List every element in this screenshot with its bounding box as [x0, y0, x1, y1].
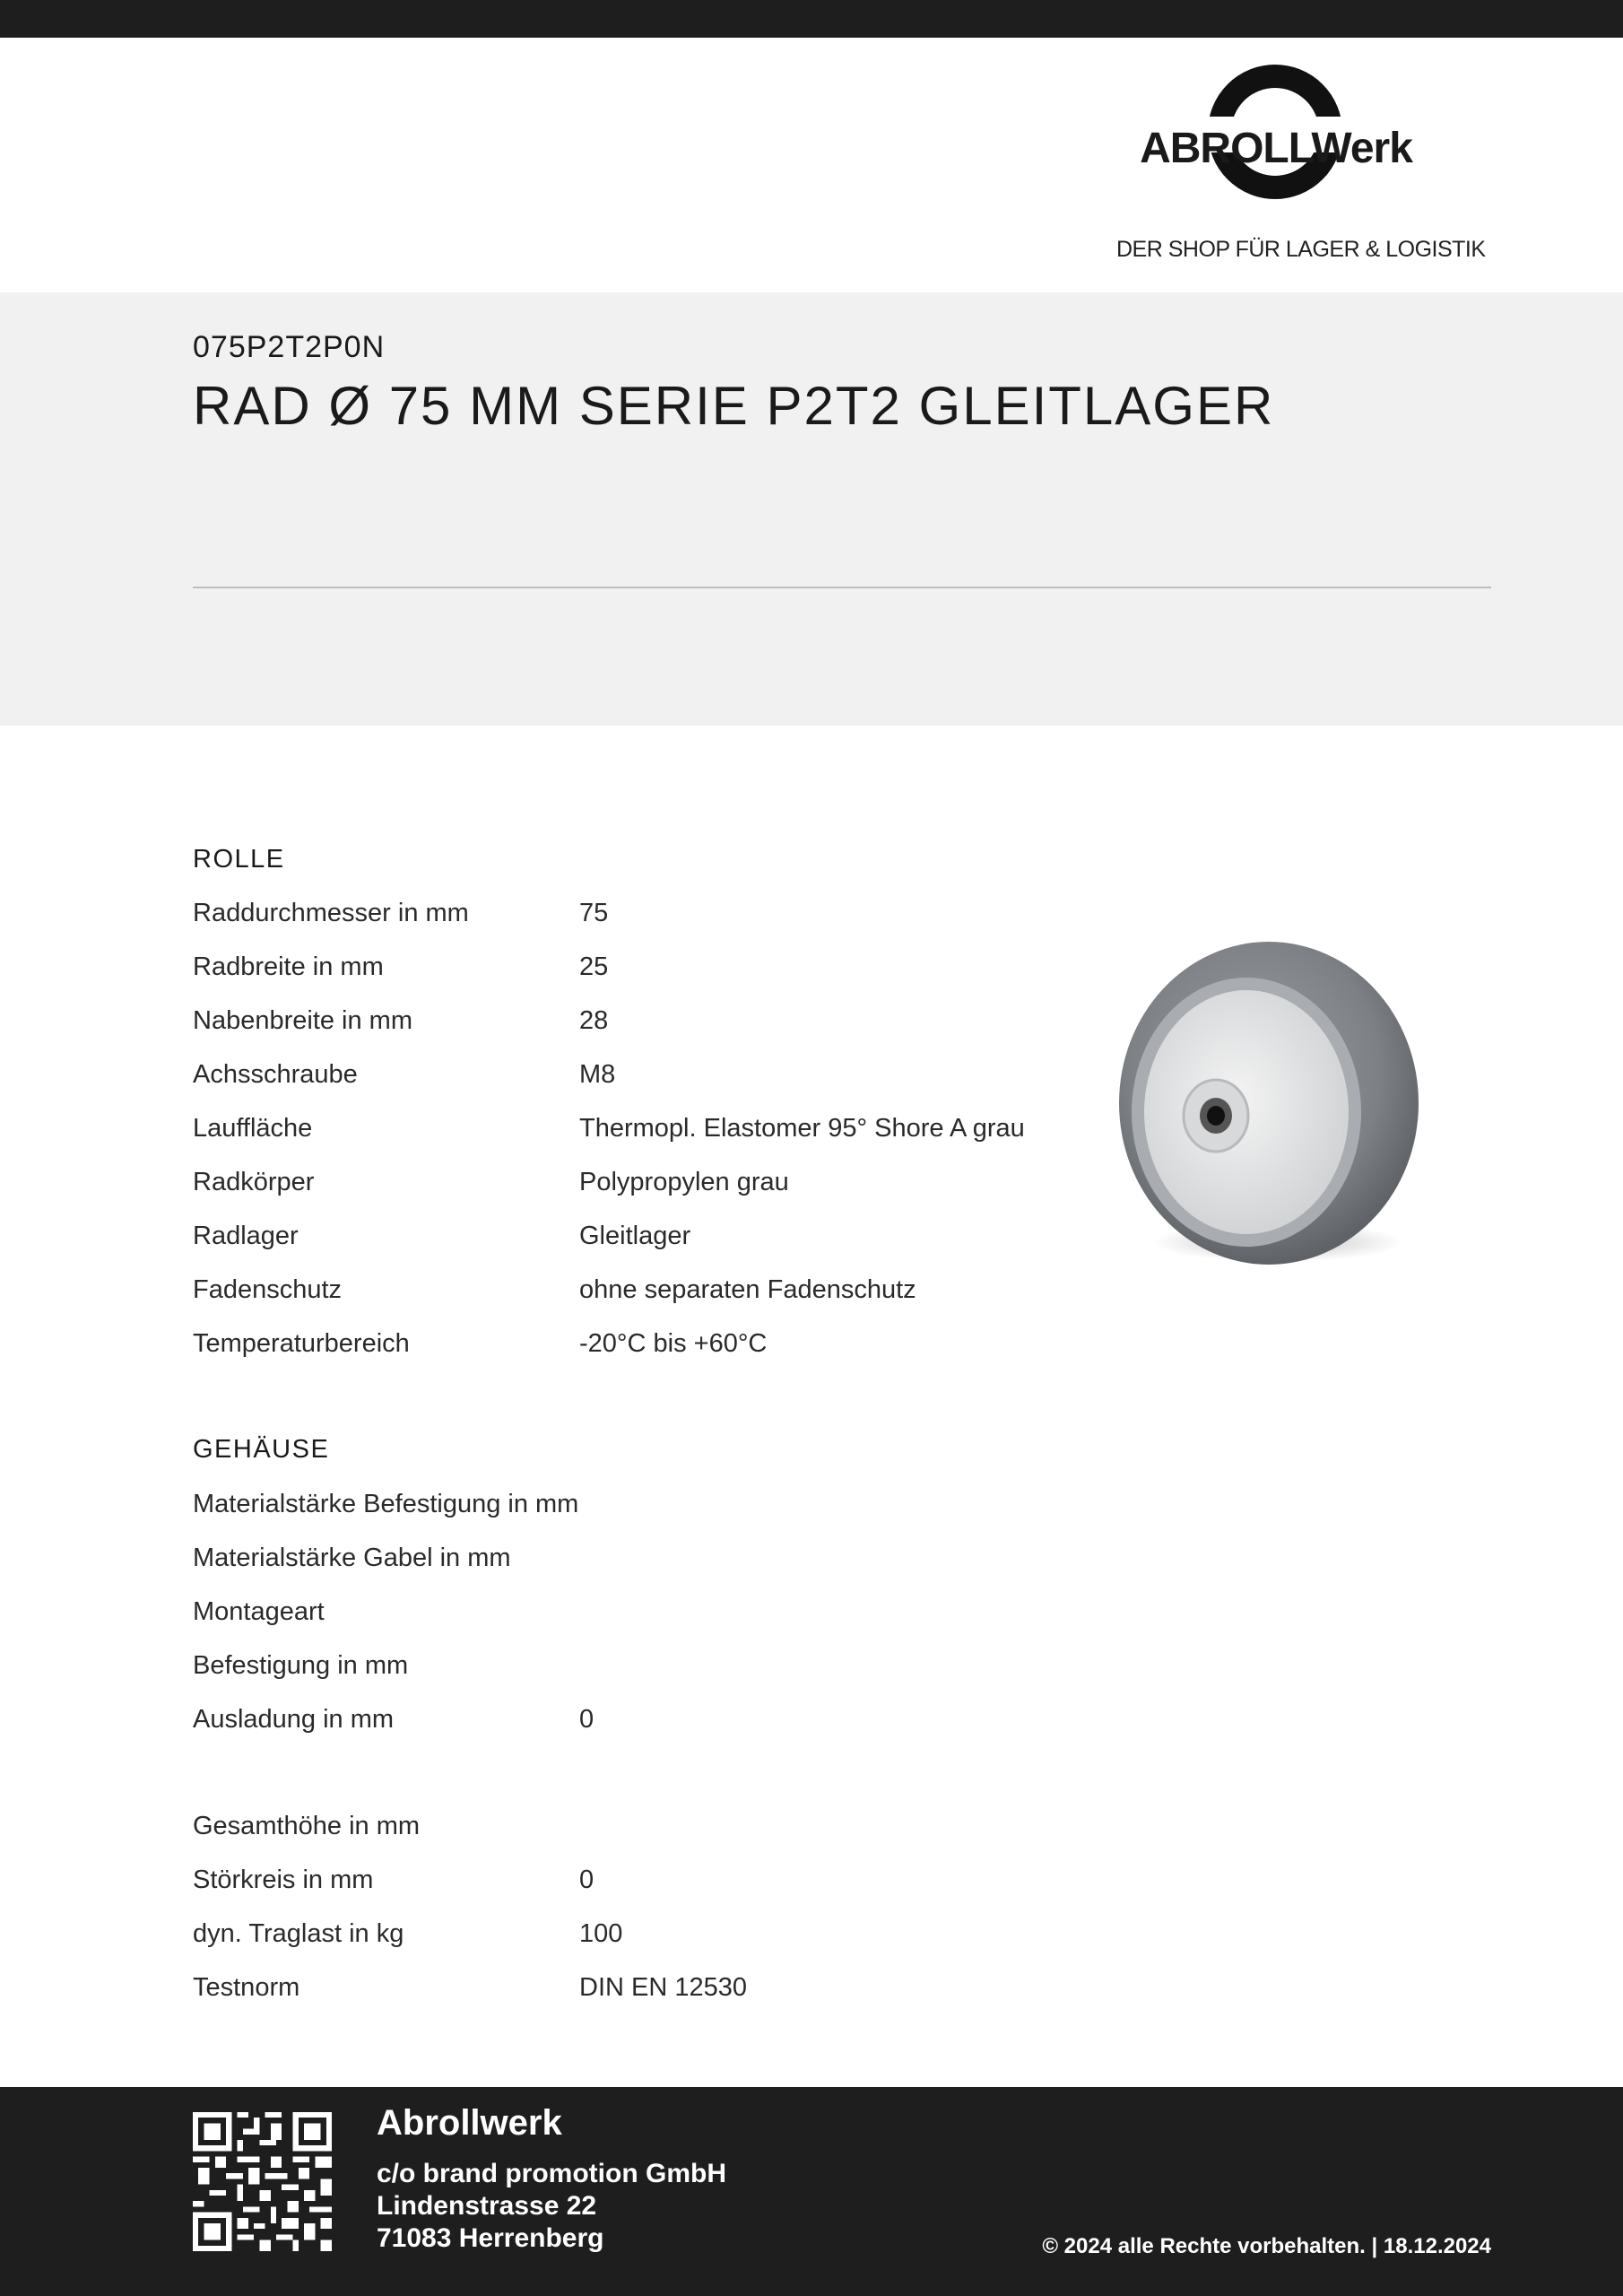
section-heading-gehaeuse: GEHÄUSE — [193, 1435, 330, 1464]
spec-value: 0 — [579, 1866, 595, 1894]
spec-label: Raddurchmesser in mm — [193, 899, 469, 927]
spec-value: DIN EN 12530 — [579, 1973, 747, 2002]
spec-value: 25 — [579, 952, 609, 981]
spec-label: Montageart — [193, 1597, 325, 1626]
spec-label: Lauffläche — [193, 1114, 313, 1143]
spec-label: Radbreite in mm — [193, 952, 384, 981]
spec-row — [193, 1597, 1089, 1633]
footer-address-line: c/o brand promotion GmbH — [377, 2159, 726, 2188]
spec-label: Achsschraube — [193, 1060, 358, 1089]
product-sku: 075P2T2P0N — [193, 330, 386, 364]
footer-address-line: Lindenstrasse 22 — [377, 2191, 597, 2221]
spec-value: 75 — [579, 899, 609, 927]
spec-value: Polypropylen grau — [579, 1168, 789, 1196]
spec-row — [193, 1919, 1089, 1955]
spec-row — [193, 1812, 1089, 1848]
spec-label: Materialstärke Befestigung in mm — [193, 1490, 579, 1518]
spec-label: Radlager — [193, 1222, 299, 1250]
footer-address-line: 71083 Herrenberg — [377, 2223, 604, 2253]
spec-row — [193, 1705, 1089, 1741]
spec-row — [193, 952, 1089, 988]
spec-label: Nabenbreite in mm — [193, 1006, 412, 1035]
spec-label: Gesamthöhe in mm — [193, 1812, 421, 1840]
footer-copyright: © 2024 alle Rechte vorbehalten. | 18.12.2024 — [1042, 2234, 1491, 2258]
spec-label: Störkreis in mm — [193, 1866, 374, 1894]
spec-label: Temperaturbereich — [193, 1329, 410, 1358]
spec-row — [193, 1168, 1089, 1204]
product-title: RAD Ø 75 MM SERIE P2T2 GLEITLAGER — [193, 376, 1275, 436]
logo-tagline: DER SHOP FÜR LAGER & LOGISTIK — [1116, 237, 1486, 262]
spec-value: Gleitlager — [579, 1222, 691, 1250]
spec-row — [193, 1114, 1089, 1150]
spec-value: Thermopl. Elastomer 95° Shore A grau — [579, 1114, 1025, 1143]
spec-row — [193, 1973, 1089, 2009]
brand-logo[interactable] — [1116, 61, 1502, 269]
product-wheel-image — [1076, 924, 1435, 1283]
spec-row — [193, 1275, 1089, 1311]
spec-row — [193, 899, 1089, 935]
spec-row — [193, 1060, 1089, 1096]
spec-label: dyn. Traglast in kg — [193, 1919, 404, 1948]
header-divider — [193, 587, 1491, 588]
spec-value: -20°C bis +60°C — [579, 1329, 768, 1358]
spec-value: 28 — [579, 1006, 609, 1035]
spec-row — [193, 1222, 1089, 1257]
spec-label: Materialstärke Gabel in mm — [193, 1544, 511, 1572]
spec-label: Ausladung in mm — [193, 1705, 395, 1734]
spec-row — [193, 1651, 1089, 1687]
spec-value: 100 — [579, 1919, 623, 1948]
logo-text: ABROLLWerk — [1140, 125, 1412, 172]
spec-value: ohne separaten Fadenschutz — [579, 1275, 916, 1304]
spec-label: Testnorm — [193, 1973, 300, 2002]
spec-row — [193, 1490, 1089, 1526]
spec-label: Radkörper — [193, 1168, 315, 1196]
spec-row — [193, 1866, 1089, 1901]
section-heading-rolle: ROLLE — [193, 845, 285, 874]
footer-company-name: Abrollwerk — [377, 2103, 562, 2143]
spec-value: M8 — [579, 1060, 616, 1089]
spec-label: Fadenschutz — [193, 1275, 343, 1304]
spec-value: 0 — [579, 1705, 595, 1734]
spec-label: Befestigung in mm — [193, 1651, 409, 1680]
footer — [0, 2087, 1623, 2296]
spec-row — [193, 1329, 1089, 1365]
qr-code-icon[interactable] — [193, 2112, 332, 2251]
top-bar — [0, 0, 1623, 38]
spec-row — [193, 1006, 1089, 1042]
spec-row — [193, 1544, 1089, 1579]
